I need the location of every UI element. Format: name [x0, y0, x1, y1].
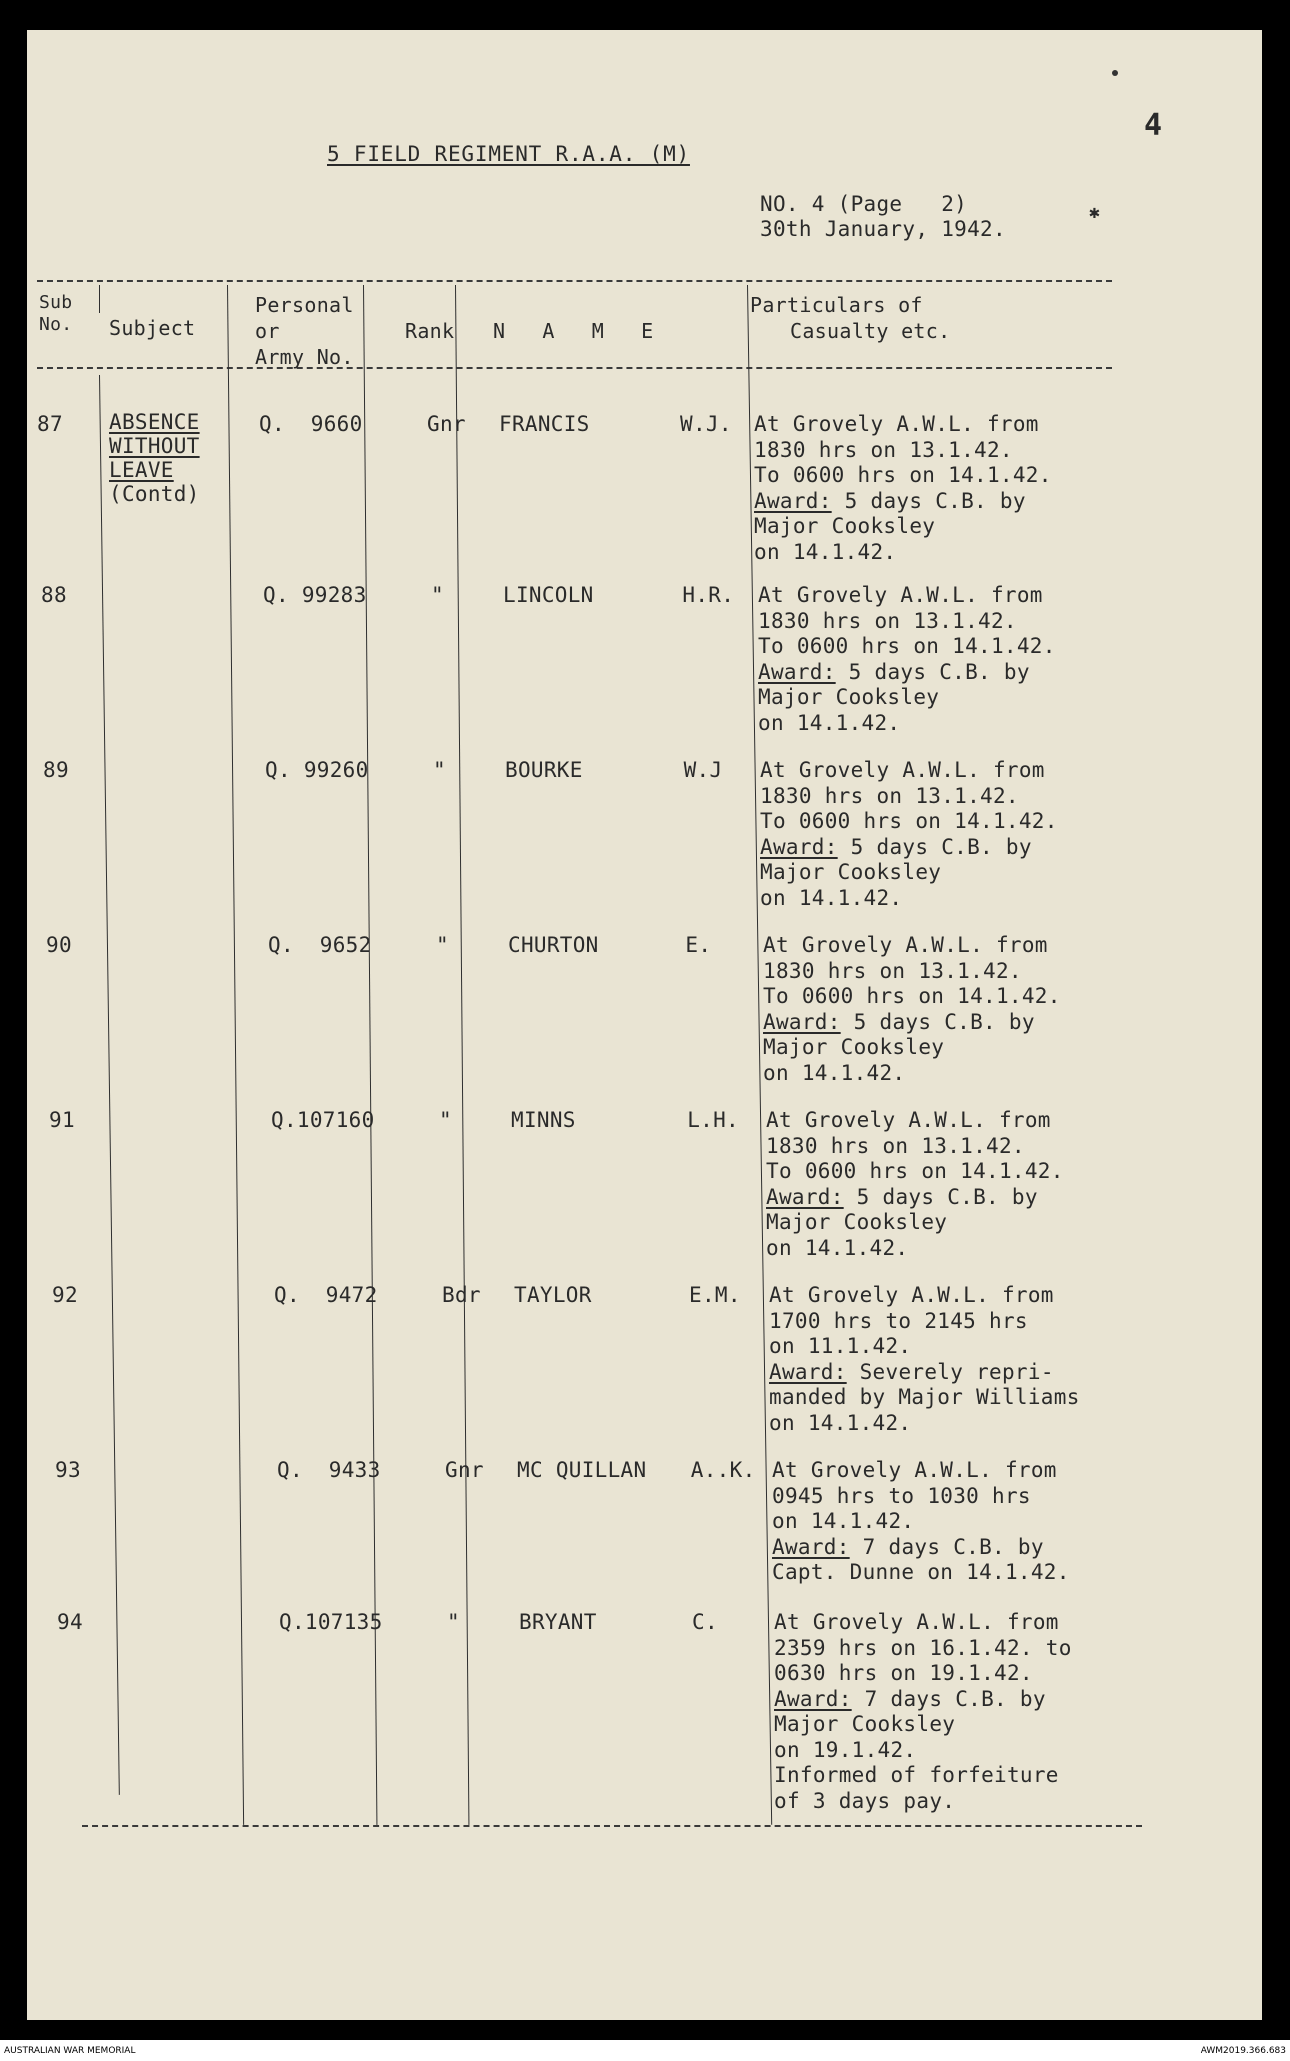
award-label: Award: [769, 1359, 847, 1384]
row-sub-no: 93 [55, 1458, 81, 1482]
header-army-no-2: or [255, 319, 280, 343]
header-particulars-2: Casualty etc. [790, 319, 951, 343]
row-particulars-line: on 14.1.42. [754, 539, 897, 564]
row-sub-no: 87 [37, 412, 63, 436]
subject-line-1: ABSENCE [109, 410, 200, 434]
row-initials: E. [685, 933, 712, 957]
header-subject: Subject [109, 316, 196, 340]
row-particulars-line: Major Cooksley [758, 685, 940, 709]
header-particulars-1: Particulars of [750, 293, 923, 317]
row-surname: BRYANT [519, 1610, 597, 1634]
document-page [27, 30, 1262, 2020]
row-particulars-line: 2359 hrs on 16.1.42. to [774, 1635, 1072, 1660]
row-particulars-line: 1700 hrs to 2145 hrs [769, 1308, 1028, 1333]
award-text: 5 days C.B. by [835, 659, 1030, 684]
header-rank: Rank [405, 319, 455, 343]
row-rank: Gnr [445, 1458, 484, 1482]
page-number-mark: 4 [1144, 108, 1163, 143]
row-particulars-line: 1830 hrs on 13.1.42. [754, 437, 1013, 462]
header-sub-no-2: No. [39, 314, 73, 335]
row-particulars-line: Major Cooksley [754, 514, 936, 538]
award-text: 5 days C.B. by [840, 1009, 1035, 1034]
award-label: Award: [766, 1184, 844, 1209]
row-particulars-line: At Grovely A.W.L. from [754, 412, 1039, 436]
row-particulars-line: Capt. Dunne on 14.1.42. [772, 1560, 1070, 1584]
row-particulars-line: Major Cooksley [766, 1210, 948, 1234]
row-initials: W.J [683, 758, 723, 782]
row-particulars-line: on 14.1.42. [769, 1410, 912, 1435]
award-text: 7 days C.B. by [849, 1534, 1044, 1559]
award-text: 5 days C.B. by [837, 834, 1032, 859]
row-rank: " [447, 1610, 460, 1634]
document-title: 5 FIELD REGIMENT R.A.A. (M) [327, 142, 690, 166]
row-particulars-line [763, 1010, 1035, 1036]
row-particulars-line: To 0600 hrs on 14.1.42. [766, 1159, 1064, 1183]
header-army-no-3: Army No. [255, 345, 354, 369]
row-army-no: Q. 9660 [259, 412, 363, 436]
header-name: N A M E [493, 319, 654, 343]
row-rank: " [433, 758, 446, 782]
row-particulars-line [772, 1535, 1044, 1561]
row-particulars-line: 1830 hrs on 13.1.42. [760, 783, 1019, 808]
award-label: Award: [772, 1534, 850, 1559]
row-initials: L.H. [687, 1108, 739, 1132]
row-surname: MINNS [511, 1108, 576, 1132]
subject-line-4: (Contd) [109, 482, 200, 506]
row-particulars-line: on 14.1.42. [760, 885, 903, 910]
row-particulars-line: Major Cooksley [760, 860, 942, 884]
row-initials: H.R. [682, 583, 735, 607]
row-particulars-line: of 3 days pay. [774, 1788, 956, 1813]
row-particulars-line: 1830 hrs on 13.1.42. [758, 608, 1017, 633]
row-army-no: Q.107160 [271, 1108, 375, 1132]
footer-institution: AUSTRALIAN WAR MEMORIAL [4, 2046, 136, 2056]
row-particulars-line: At Grovely A.W.L. from [772, 1458, 1057, 1482]
row-particulars-line: on 14.1.42. [758, 710, 901, 735]
award-text: 5 days C.B. by [843, 1184, 1038, 1209]
reference-date: 30th January, 1942. [760, 217, 1006, 241]
row-army-no: Q.107135 [279, 1610, 383, 1634]
row-particulars-line: on 14.1.42. [772, 1509, 915, 1533]
row-particulars-line: At Grovely A.W.L. from [766, 1108, 1051, 1132]
award-text: Severely repri- [846, 1359, 1054, 1384]
row-surname: CHURTON [508, 933, 599, 957]
row-particulars-line: manded by Major Williams [769, 1385, 1080, 1409]
row-particulars-line: To 0600 hrs on 14.1.42. [763, 984, 1061, 1008]
row-particulars-line: At Grovely A.W.L. from [774, 1610, 1059, 1634]
row-particulars-line: At Grovely A.W.L. from [760, 758, 1045, 782]
row-particulars-line: 1830 hrs on 13.1.42. [763, 958, 1022, 983]
row-particulars-line [760, 835, 1032, 861]
row-particulars-line [754, 489, 1026, 515]
row-particulars-line: Informed of forfeiture [774, 1763, 1059, 1787]
row-army-no: Q. 99283 [263, 583, 367, 607]
row-surname: MC QUILLAN [517, 1458, 647, 1482]
row-army-no: Q. 9652 [268, 933, 372, 957]
star-mark: ✱ [1089, 202, 1101, 223]
row-particulars-line: At Grovely A.W.L. from [769, 1283, 1054, 1307]
row-initials: W.J. [680, 412, 732, 436]
row-particulars-line: 0630 hrs on 19.1.42. [774, 1661, 1033, 1685]
footer-accession-number: AWM2019.366.683 [1200, 2046, 1286, 2056]
header-sub-no-1: Sub [39, 292, 73, 313]
row-army-no: Q. 9433 [277, 1458, 381, 1482]
row-surname: FRANCIS [499, 412, 590, 436]
row-particulars-line: Major Cooksley [763, 1035, 945, 1059]
row-surname: BOURKE [505, 758, 583, 782]
row-particulars-line: At Grovely A.W.L. from [763, 933, 1048, 957]
row-sub-no: 92 [52, 1283, 78, 1307]
row-sub-no: 91 [49, 1108, 75, 1132]
row-initials: A..K. [690, 1458, 756, 1482]
row-particulars-line: on 14.1.42. [763, 1060, 906, 1085]
award-label: Award: [754, 488, 832, 513]
row-particulars-line [769, 1360, 1054, 1386]
row-rank: " [439, 1108, 452, 1132]
row-initials: E.M. [689, 1283, 741, 1307]
award-text: 7 days C.B. by [851, 1686, 1046, 1711]
subject-line-3: LEAVE [109, 458, 174, 482]
reference-number: NO. 4 (Page 2) [760, 192, 968, 216]
row-rank: Gnr [427, 412, 466, 436]
row-particulars-line [766, 1185, 1038, 1211]
row-sub-no: 88 [41, 583, 67, 607]
row-army-no: Q. 99260 [265, 758, 369, 782]
footer-strip [0, 2040, 1290, 2061]
row-sub-no: 89 [43, 758, 69, 782]
row-initials: C. [692, 1610, 718, 1634]
row-particulars-line [758, 660, 1030, 686]
casualty-table [27, 30, 1262, 2020]
header-army-no-1: Personal [255, 293, 354, 317]
row-particulars-line: Major Cooksley [774, 1712, 956, 1736]
award-label: Award: [758, 659, 836, 684]
row-particulars-line: To 0600 hrs on 14.1.42. [758, 634, 1056, 658]
row-particulars-line: on 19.1.42. [774, 1737, 917, 1762]
award-label: Award: [760, 834, 838, 859]
row-particulars-line: To 0600 hrs on 14.1.42. [754, 463, 1052, 487]
award-label: Award: [774, 1686, 852, 1711]
row-particulars-line: At Grovely A.W.L. from [758, 583, 1043, 607]
row-particulars-line: on 11.1.42. [769, 1334, 912, 1358]
row-particulars-line: 1830 hrs on 13.1.42. [766, 1133, 1025, 1158]
row-sub-no: 94 [57, 1610, 83, 1634]
row-particulars-line: To 0600 hrs on 14.1.42. [760, 809, 1058, 833]
row-surname: TAYLOR [514, 1283, 592, 1307]
row-particulars-line: on 14.1.42. [766, 1235, 909, 1260]
row-rank: " [436, 933, 449, 957]
row-rank: " [431, 583, 444, 607]
row-rank: Bdr [442, 1283, 481, 1307]
award-label: Award: [763, 1009, 841, 1034]
subject-line-2: WITHOUT [109, 434, 200, 458]
row-sub-no: 90 [46, 933, 72, 957]
row-army-no: Q. 9472 [274, 1283, 378, 1307]
award-text: 5 days C.B. by [831, 488, 1026, 513]
row-particulars-line [774, 1687, 1046, 1713]
row-particulars-line: 0945 hrs to 1030 hrs [772, 1483, 1031, 1508]
row-surname: LINCOLN [503, 583, 594, 607]
